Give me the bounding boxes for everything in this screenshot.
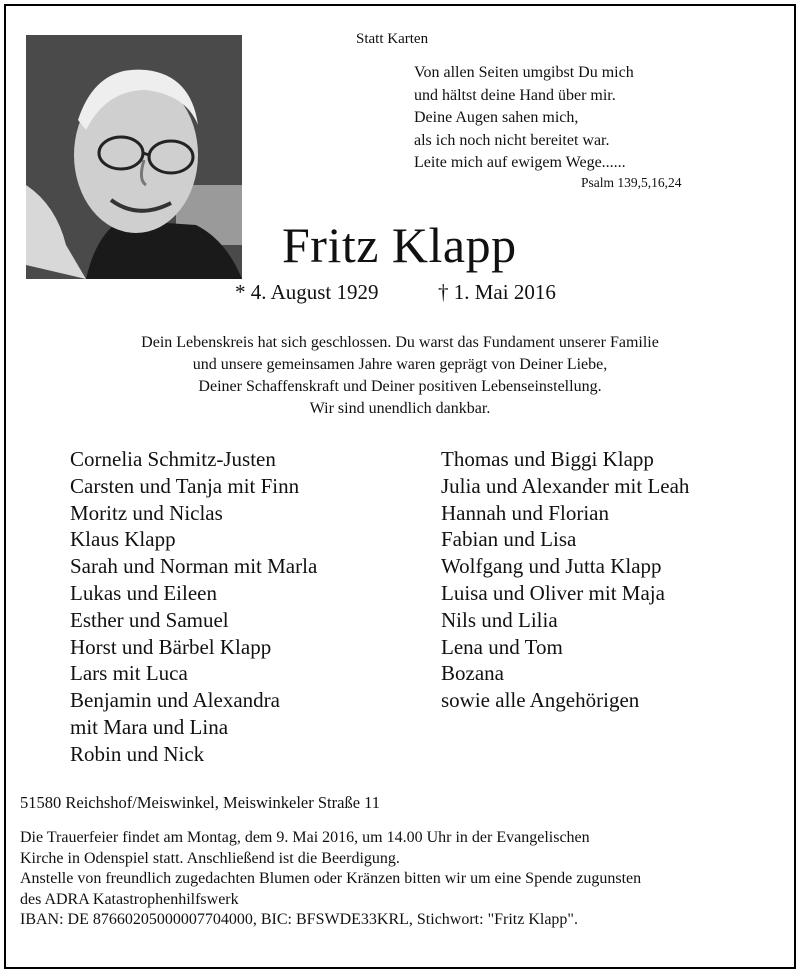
- tribute-line: Wir sind unendlich dankbar.: [309, 400, 491, 417]
- mourner-entry: Cornelia Schmitz-Justen: [70, 447, 276, 471]
- poem-line: Von allen Seiten umgibst Du mich: [414, 64, 634, 81]
- mourner-entry: Lena und Tom: [441, 634, 563, 659]
- notice-line: des ADRA Katastrophenhilfswerk: [20, 890, 239, 908]
- mourner-entry: Julia und Alexander mit Leah: [441, 473, 690, 498]
- portrait-photo: [26, 35, 242, 279]
- mourner-entry: Sarah und Norman mit Marla: [70, 554, 318, 579]
- psalm-reference: Psalm 139,5,16,24: [581, 175, 682, 190]
- mourner-entry: Esther und Samuel: [70, 607, 229, 632]
- death-date: † 1. Mai 2016: [438, 280, 556, 304]
- mourner-entry: Lars mit Luca: [70, 661, 188, 686]
- mourner-entry: Moritz und Niclas: [70, 500, 223, 525]
- mourner-entry: Wolfgang und Jutta Klapp: [441, 554, 662, 579]
- notice-line: IBAN: DE 87660205000007704000, BIC: BFSWDE33KRL, Stichwort: "Fritz Klapp".: [20, 911, 578, 929]
- funeral-notice: [20, 828, 641, 931]
- mourner-entry: Luisa und Oliver mit Maja: [441, 580, 665, 605]
- mourner-entry: Carsten und Tanja mit Finn: [70, 473, 300, 498]
- mourner-entry: Thomas und Biggi Klapp: [441, 447, 654, 471]
- poem-line: und hältst deine Hand über mir.: [414, 86, 616, 104]
- mourner-entry: Fabian und Lisa: [441, 527, 577, 552]
- notice-line: Anstelle von freundlich zugedachten Blumen oder Kränzen bitten wir um eine Spende zugunsten: [20, 870, 642, 888]
- mourner-entry: Lukas und Eileen: [70, 580, 217, 605]
- mourner-entry: Bozana: [441, 661, 504, 686]
- mourner-entry: Klaus Klapp: [70, 527, 176, 552]
- mourner-entry: Horst und Bärbel Klapp: [70, 634, 272, 659]
- tribute-line: Dein Lebenskreis hat sich geschlossen. Du warst das Fundament unserer Familie: [141, 334, 659, 351]
- mourner-entry: Benjamin und Alexandra: [70, 688, 280, 713]
- poem-line: Leite mich auf ewigem Wege......: [414, 154, 626, 171]
- statt-karten-label: Statt Karten: [356, 31, 429, 47]
- mourner-entry: sowie alle Angehörigen: [441, 688, 640, 713]
- tribute-line: und unsere gemeinsamen Jahre waren geprägt von Deiner Liebe,: [192, 356, 608, 373]
- family-address: 51580 Reichshof/Meiswinkel, Meiswinkeler Straße 11: [20, 793, 381, 812]
- mourner-entry: Robin und Nick: [70, 741, 205, 766]
- mourner-entry: mit Mara und Lina: [70, 714, 229, 739]
- poem-line: als ich noch nicht bereitet war.: [414, 131, 610, 149]
- birth-date: * 4. August 1929: [235, 280, 379, 304]
- mourner-entry: Hannah und Florian: [441, 500, 609, 525]
- notice-line: Kirche in Odenspiel statt. Anschließend ist die Beerdigung.: [20, 849, 400, 867]
- deceased-name: Fritz Klapp: [282, 217, 517, 273]
- poem: [414, 62, 634, 175]
- tribute-line: Deiner Schaffenskraft und Deiner positiven Lebenseinstellung.: [198, 378, 602, 395]
- tribute-text: [6, 332, 794, 420]
- notice-line: Die Trauerfeier findet am Montag, dem 9. Mai 2016, um 14.00 Uhr in der Evangelischen: [20, 829, 590, 846]
- mourner-entry: Nils und Lilia: [441, 607, 558, 632]
- mourners-left-column: [70, 446, 317, 768]
- obituary-frame: [4, 4, 796, 969]
- poem-line: Deine Augen sahen mich,: [414, 109, 579, 126]
- portrait-illustration: [26, 35, 242, 279]
- mourners-right-column: [441, 446, 689, 714]
